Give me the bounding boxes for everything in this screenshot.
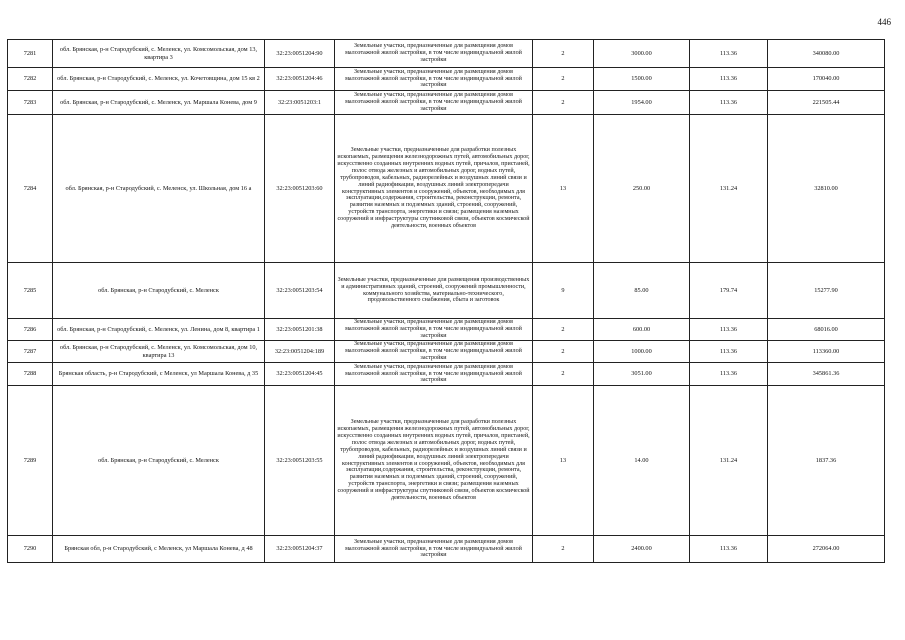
- area-cell: 600.00: [594, 319, 690, 341]
- address-cell: обл. Брянская, р-н Стародубский, с. Меленск, ул. Комсомольская, дом 13, квартира 3: [53, 40, 265, 68]
- cadastral-value-cell: 345861.36: [768, 363, 885, 386]
- area-cell: 2400.00: [594, 536, 690, 563]
- group-code-cell: 2: [533, 68, 594, 91]
- group-code-cell: 13: [533, 386, 594, 536]
- cadastral-value-cell: 15277.90: [768, 263, 885, 319]
- land-purpose-cell: Земельные участки, предназначенные для разработки полезных ископаемых, размещения железнодорожных путей, автомобильных дорог, искусственно созданных внутренних водных путей, причалов, пристаней, полос отвода железных и автомобильных дорог, водных путей, трубопроводов, кабельных, радиорелейных и воздушных линий связи и линий радиофикации, воздушных линий электропередачи конструктивных элементов и сооружений, объектов, необходимых для эксплуатации,содержания, строительства, реконструкции, ремонта, развития наземных и подземных зданий, строений, сооружений, устройств транспорта, энергетики и связи; размещения наземных сооружений и инфраструктуры спутниковой связи, объектов космической деятельности, военных объектов: [335, 386, 533, 536]
- specific-value-cell: 131.24: [690, 115, 768, 263]
- row-number-cell: 7283: [8, 91, 53, 115]
- cadastral-value-cell: 1837.36: [768, 386, 885, 536]
- group-code-cell: 2: [533, 319, 594, 341]
- row-number-cell: 7286: [8, 319, 53, 341]
- specific-value-cell: 179.74: [690, 263, 768, 319]
- land-purpose-cell: Земельные участки, предназначенные для размещения домов малоэтажной жилой застройки, в том числе индивидуальной жилой застройки: [335, 91, 533, 115]
- land-purpose-cell: Земельные участки, предназначенные для разработки полезных ископаемых, размещения железнодорожных путей, автомобильных дорог, искусственно созданных внутренних водных путей, причалов, пристаней, полос отвода железных и автомобильных дорог, водных путей, трубопроводов, кабельных, радиорелейных и воздушных линий связи и линий радиофикации, воздушных линий электропередачи конструктивных элементов и сооружений, объектов, необходимых для эксплуатации,содержания, строительства, реконструкции, ремонта, развития наземных и подземных зданий, строений, сооружений, устройств транспорта, энергетики и связи; размещения наземных сооружений и инфраструктуры спутниковой связи, объектов космической деятельности, военных объектов: [335, 115, 533, 263]
- land-purpose-cell: Земельные участки, предназначенные для размещения домов малоэтажной жилой застройки, в том числе индивидуальной жилой застройки: [335, 363, 533, 386]
- specific-value-cell: 113.36: [690, 363, 768, 386]
- table-row: [8, 68, 885, 91]
- specific-value-cell: 113.36: [690, 40, 768, 68]
- area-cell: 3000.00: [594, 40, 690, 68]
- group-code-cell: 2: [533, 91, 594, 115]
- land-purpose-cell: Земельные участки, предназначенные для размещения домов малоэтажной жилой застройки, в том числе индивидуальной жилой застройки: [335, 40, 533, 68]
- address-cell: Брянская обл, р-н Стародубский, с Меленск, ул Маршала Конева, д 48: [53, 536, 265, 563]
- row-number-cell: 7282: [8, 68, 53, 91]
- row-number-cell: 7281: [8, 40, 53, 68]
- cadastral-value-cell: 340080.00: [768, 40, 885, 68]
- area-cell: 1954.00: [594, 91, 690, 115]
- cadastral-number-cell: 32:23:0051203:60: [265, 115, 335, 263]
- land-purpose-cell: Земельные участки, предназначенные для размещения домов малоэтажной жилой застройки, в том числе индивидуальной жилой застройки: [335, 68, 533, 91]
- address-cell: Брянская область, р-н Стародубский, с Меленск, ул Маршала Конева, д 35: [53, 363, 265, 386]
- specific-value-cell: 113.36: [690, 68, 768, 91]
- address-cell: обл. Брянская, р-н Стародубский, с. Меленск, ул. Кочетовщина, дом 15 кв 2: [53, 68, 265, 91]
- row-number-cell: 7285: [8, 263, 53, 319]
- specific-value-cell: 113.36: [690, 91, 768, 115]
- address-cell: обл. Брянская, р-н Стародубский, с. Меленск, ул. Ленина, дом 8, квартира 1: [53, 319, 265, 341]
- specific-value-cell: 113.36: [690, 341, 768, 363]
- address-cell: обл. Брянская, р-н Стародубский, с. Меленск: [53, 386, 265, 536]
- land-purpose-cell: Земельные участки, предназначенные для размещения домов малоэтажной жилой застройки, в том числе индивидуальной жилой застройки: [335, 341, 533, 363]
- cadastral-number-cell: 32:23:0051203:1: [265, 91, 335, 115]
- group-code-cell: 9: [533, 263, 594, 319]
- area-cell: 85.00: [594, 263, 690, 319]
- table-row: [8, 363, 885, 386]
- page-number: 446: [877, 17, 891, 27]
- table-row: [8, 386, 885, 536]
- address-cell: обл. Брянская, р-н Стародубский, с. Меленск, ул. Маршала Конева, дом 9: [53, 91, 265, 115]
- cadastral-value-cell: 221505.44: [768, 91, 885, 115]
- table-row: [8, 91, 885, 115]
- row-number-cell: 7284: [8, 115, 53, 263]
- row-number-cell: 7289: [8, 386, 53, 536]
- cadastral-number-cell: 32:23:0051204:46: [265, 68, 335, 91]
- land-purpose-cell: Земельные участки, предназначенные для размещения домов малоэтажной жилой застройки, в том числе индивидуальной жилой застройки: [335, 536, 533, 563]
- specific-value-cell: 131.24: [690, 386, 768, 536]
- area-cell: 3051.00: [594, 363, 690, 386]
- table-row: [8, 319, 885, 341]
- cadastral-number-cell: 32:23:0051204:37: [265, 536, 335, 563]
- table-row: [8, 40, 885, 68]
- specific-value-cell: 113.36: [690, 319, 768, 341]
- address-cell: обл. Брянская, р-н Стародубский, с. Меленск, ул. Комсомольская, дом 10, квартира 13: [53, 341, 265, 363]
- area-cell: 250.00: [594, 115, 690, 263]
- land-purpose-cell: Земельные участки, предназначенные для размещения производственных и административных зданий, строений, сооружений промышленности, коммунального хозяйства, материально-технического, продовольственного снабжения, сбыта и заготовок: [335, 263, 533, 319]
- table-row: [8, 115, 885, 263]
- row-number-cell: 7287: [8, 341, 53, 363]
- cadastral-value-cell: 68016.00: [768, 319, 885, 341]
- area-cell: 1500.00: [594, 68, 690, 91]
- row-number-cell: 7288: [8, 363, 53, 386]
- group-code-cell: 13: [533, 115, 594, 263]
- cadastral-number-cell: 32:23:0051203:55: [265, 386, 335, 536]
- address-cell: обл. Брянская, р-н Стародубский, с. Меленск, ул. Школьная, дом 16 а: [53, 115, 265, 263]
- land-cadastre-table: [7, 39, 885, 563]
- row-number-cell: 7290: [8, 536, 53, 563]
- cadastral-number-cell: 32:23:0051204:45: [265, 363, 335, 386]
- group-code-cell: 2: [533, 536, 594, 563]
- cadastral-number-cell: 32:23:0051204:90: [265, 40, 335, 68]
- table-row: [8, 341, 885, 363]
- cadastral-value-cell: 170040.00: [768, 68, 885, 91]
- area-cell: 14.00: [594, 386, 690, 536]
- area-cell: 1000.00: [594, 341, 690, 363]
- cadastral-number-cell: 32:23:0051203:54: [265, 263, 335, 319]
- table-row: [8, 263, 885, 319]
- group-code-cell: 2: [533, 40, 594, 68]
- table-body: [8, 40, 885, 563]
- cadastral-number-cell: 32:23:0051204:189: [265, 341, 335, 363]
- address-cell: обл. Брянская, р-н Стародубский, с. Меленск: [53, 263, 265, 319]
- cadastral-value-cell: 32810.00: [768, 115, 885, 263]
- table-row: [8, 536, 885, 563]
- group-code-cell: 2: [533, 341, 594, 363]
- cadastral-value-cell: 272064.00: [768, 536, 885, 563]
- group-code-cell: 2: [533, 363, 594, 386]
- land-purpose-cell: Земельные участки, предназначенные для размещения домов малоэтажной жилой застройки, в том числе индивидуальной жилой застройки: [335, 319, 533, 341]
- cadastral-number-cell: 32:23:0051201:38: [265, 319, 335, 341]
- specific-value-cell: 113.36: [690, 536, 768, 563]
- cadastral-value-cell: 113360.00: [768, 341, 885, 363]
